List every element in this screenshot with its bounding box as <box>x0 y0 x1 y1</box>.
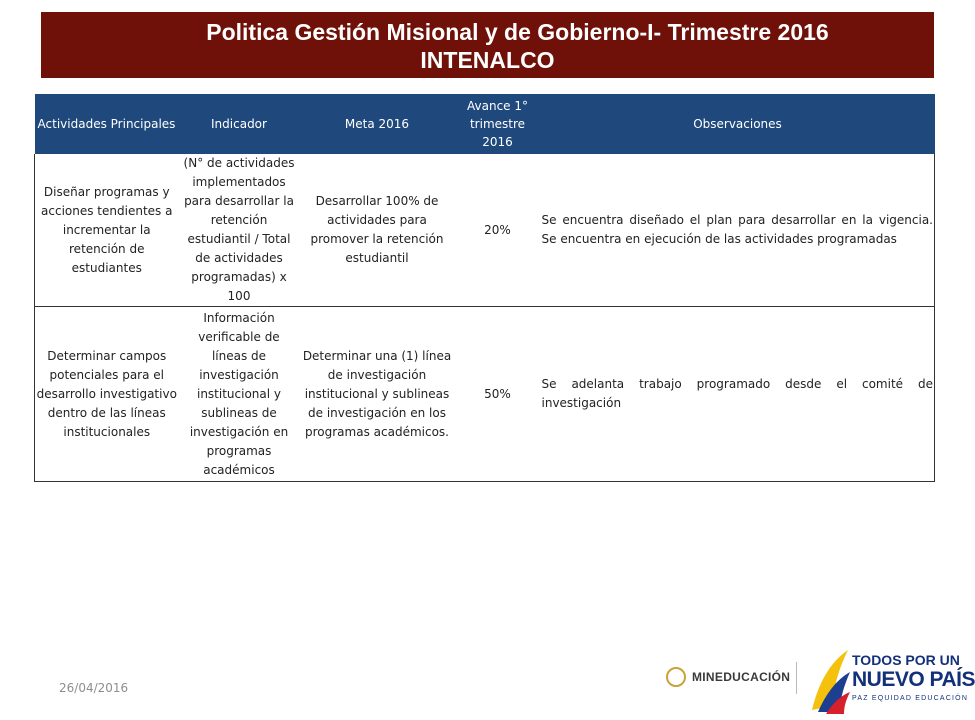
cell-indicador: Información verificable de líneas de investigación institucional y sublineas de investigación en programas académicos <box>179 307 300 482</box>
mineducacion-logo-text: MINEDUCACIÓN <box>692 670 791 684</box>
header-meta: Meta 2016 <box>300 94 455 154</box>
slide-subtitle: INTENALCO <box>420 47 555 73</box>
flag-swoosh-icon <box>808 644 854 716</box>
header-indicador: Indicador <box>179 94 300 154</box>
gov-logo-line1: TODOS POR UN <box>852 652 960 668</box>
table-row <box>35 307 935 482</box>
cell-avance: 20% <box>455 154 541 307</box>
cell-observaciones: Se encuentra diseñado el plan para desarrollar en la vigencia. Se encuentra en ejecución de las actividades programadas <box>541 154 935 307</box>
coat-of-arms-icon <box>666 667 686 687</box>
cell-actividad: Determinar campos potenciales para el desarrollo investigativo dentro de las líneas institucionales <box>35 307 179 482</box>
gov-logo-line3: PAZ EQUIDAD EDUCACIÓN <box>852 695 969 702</box>
mineducacion-logo <box>654 662 797 694</box>
gov-logo-line2: NUEVO PAÍS <box>852 668 975 691</box>
cell-actividad: Diseñar programas y acciones tendientes a incrementar la retención de estudiantes <box>35 154 179 307</box>
table-header-row <box>35 94 935 154</box>
slide-date: 26/04/2016 <box>59 681 129 695</box>
header-observaciones: Observaciones <box>541 94 935 154</box>
cell-indicador: (N° de actividades implementados para desarrollar la retención estudiantil / Total de actividades programadas) x 100 <box>179 154 300 307</box>
cell-observaciones: Se adelanta trabajo programado desde el comité de investigación <box>541 307 935 482</box>
todos-por-un-nuevo-pais-logo <box>808 644 975 716</box>
cell-meta: Desarrollar 100% de actividades para promover la retención estudiantil <box>300 154 455 307</box>
slide-title: Politica Gestión Misional y de Gobierno-I- Trimestre 2016 <box>206 19 829 45</box>
header-actividades: Actividades Principales <box>35 94 179 154</box>
cell-avance: 50% <box>455 307 541 482</box>
cell-meta: Determinar una (1) línea de investigación institucional y sublineas de investigación en los programas académicos. <box>300 307 455 482</box>
header-avance: Avance 1° trimestre 2016 <box>455 94 541 154</box>
title-banner <box>41 12 934 78</box>
table-row <box>35 154 935 307</box>
policy-table <box>34 94 935 482</box>
